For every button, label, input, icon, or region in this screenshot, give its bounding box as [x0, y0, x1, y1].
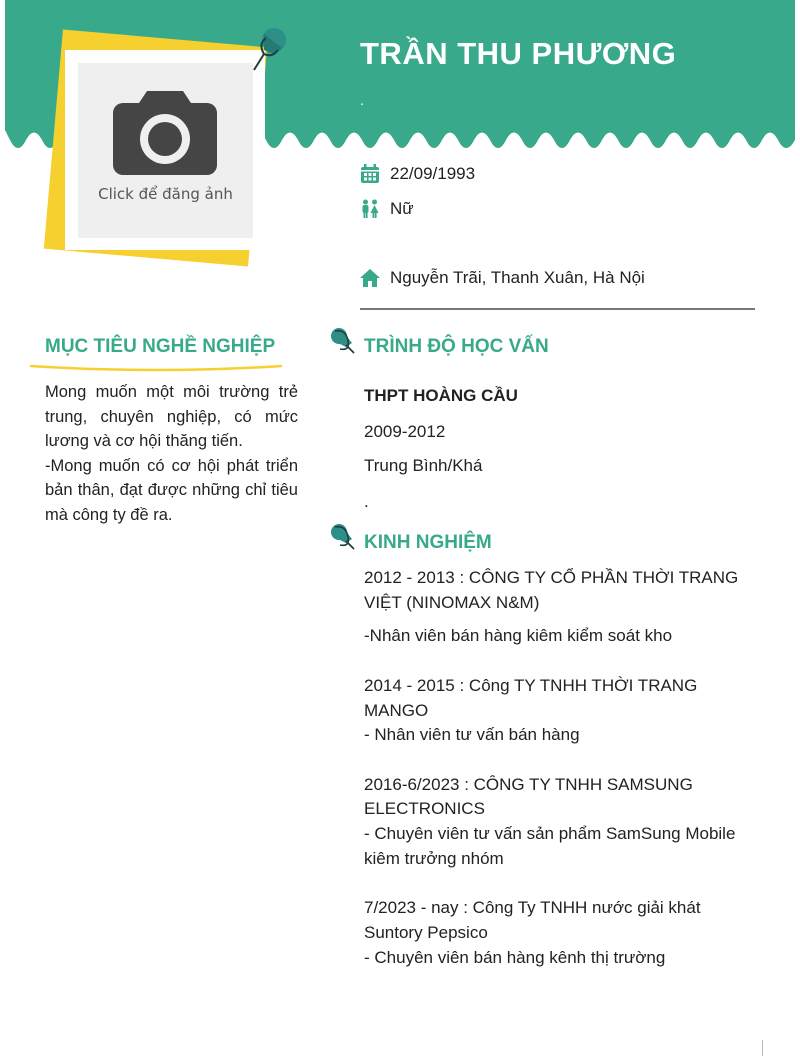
experience-line: - Nhân viên tư vấn bán hàng	[364, 725, 580, 745]
education-grade: Trung Bình/Khá	[364, 456, 483, 475]
objective-underline	[28, 360, 284, 374]
education-school: THPT HOÀNG CẦU	[364, 386, 518, 405]
experience-gap	[364, 748, 749, 773]
experience-title: KINH NGHIỆM	[364, 532, 492, 553]
camera-icon	[113, 87, 217, 179]
pushpin-icon	[330, 327, 356, 355]
experience-line: -Nhân viên bán hàng kiêm kiểm soát kho	[364, 626, 673, 646]
gender-row	[360, 199, 414, 219]
page-edge-mark	[762, 1040, 763, 1056]
gender-value: Nữ	[390, 199, 414, 218]
home-icon	[360, 268, 380, 288]
pushpin-icon	[250, 24, 290, 72]
objective-paragraph: Mong muốn một môi trường trẻ trung, chuyên nghiệp, có mức lương và cơ hội thăng tiến.	[45, 383, 298, 450]
education-note: .	[364, 492, 369, 511]
photo-caption: Click để đăng ảnh	[98, 185, 233, 203]
objective-text	[45, 380, 298, 527]
objective-paragraph: -Mong muốn có cơ hội phát triển bản thân, đạt được những chỉ tiêu mà công ty đề ra.	[45, 456, 298, 524]
birthday-value: 22/09/1993	[390, 164, 476, 183]
address-value: Nguyễn Trãi, Thanh Xuân, Hà Nội	[390, 268, 645, 287]
birthday-row	[360, 164, 475, 184]
experience-line: 2014 - 2015 : Công TY TNHH THỜI TRANG MANGO	[364, 675, 698, 720]
experience-line: - Chuyên viên bán hàng kênh thị trường	[364, 947, 666, 967]
experience-line: 2012 - 2013 : CÔNG TY CỔ PHẦN THỜI TRANG VIỆT (NINOMAX N&M)	[364, 568, 739, 612]
people-icon	[360, 199, 380, 219]
photo-frame	[65, 50, 265, 250]
contact-divider	[360, 308, 755, 310]
photo-upload-area[interactable]	[78, 63, 253, 238]
experience-line: 7/2023 - nay : Công Ty TNHH nước giải khát Suntory Pepsico	[364, 898, 701, 942]
experience-line: 2016-6/2023 : CÔNG TY TNHH SAMSUNG ELECTRONICS	[364, 774, 693, 819]
experience-list	[364, 566, 749, 970]
pushpin-icon	[330, 523, 356, 551]
experience-gap	[364, 871, 749, 896]
profile-photo	[45, 30, 285, 270]
calendar-icon	[360, 164, 380, 184]
candidate-subtitle: .	[360, 92, 364, 108]
objective-title: MỤC TIÊU NGHỀ NGHIỆP	[45, 336, 276, 357]
education-years: 2009-2012	[364, 422, 446, 441]
experience-line: - Chuyên viên tư vấn sản phẩm SamSung Mobile kiêm trưởng nhóm	[364, 824, 736, 868]
experience-gap	[364, 649, 749, 674]
candidate-name: TRẦN THU PHƯƠNG	[360, 36, 677, 71]
address-row	[360, 268, 645, 288]
education-title: TRÌNH ĐỘ HỌC VẤN	[364, 336, 549, 357]
